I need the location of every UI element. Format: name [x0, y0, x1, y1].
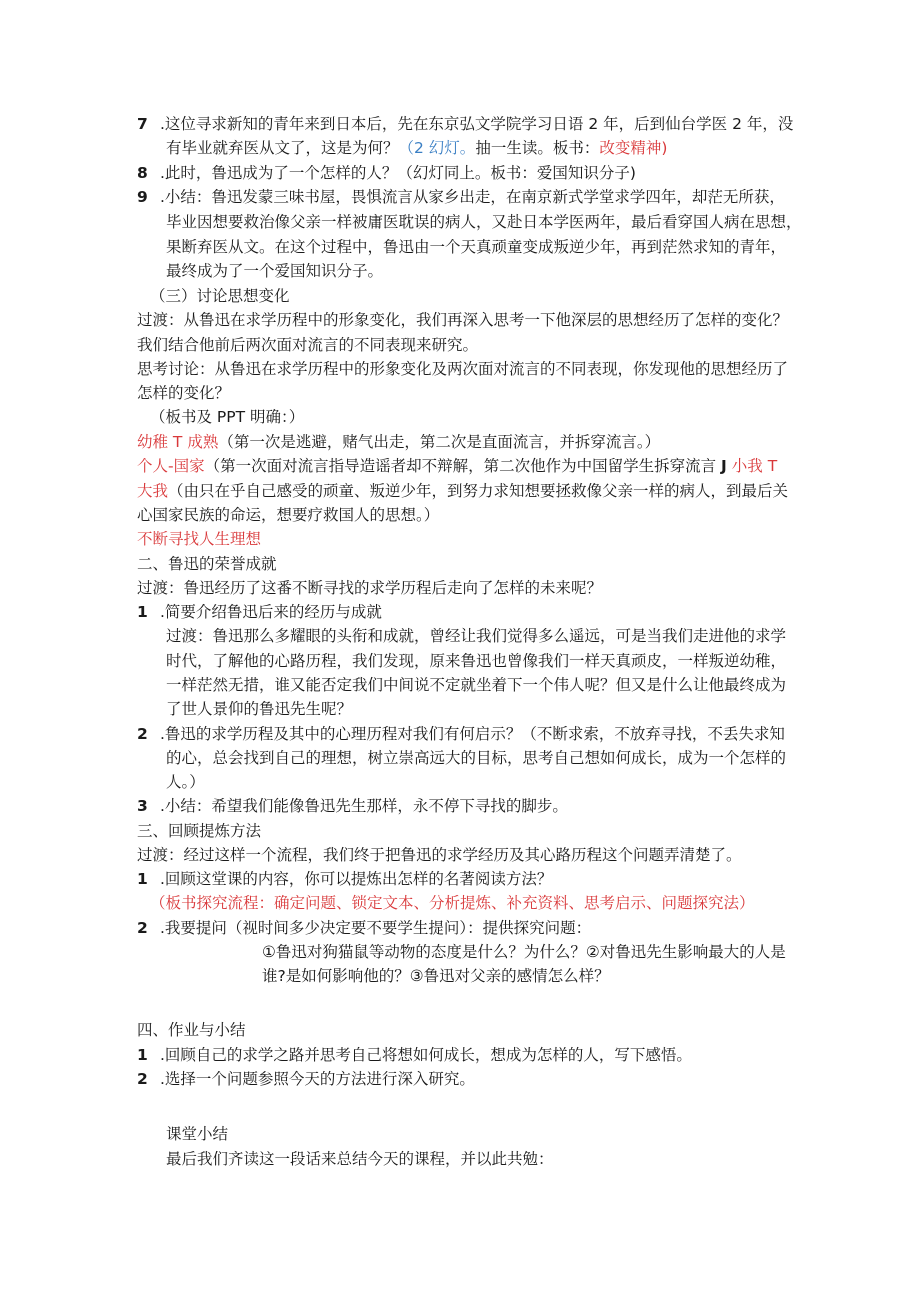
question-line-2: 谁?是如何影响他的？③鲁迅对父亲的感情怎么样？ — [262, 967, 610, 985]
part-4-item-2: .选择一个问题参照今天的方法进行深入研究。 — [160, 1070, 475, 1088]
conclusion-line-2 — [137, 454, 777, 478]
conclusion-mark: J — [721, 457, 727, 475]
part-2-item-2-line-3: 人。） — [166, 773, 205, 791]
keyword-life-ideal: 不断寻找人生理想 — [137, 530, 262, 548]
board-note: （板书及 PPT 明确：） — [150, 408, 305, 426]
part-2-item-1-para-4: 了世人景仰的鲁迅先生呢？ — [166, 700, 353, 718]
keyword-big-self: 大我 — [137, 482, 169, 500]
part-2-item-2-line-2: 的心，总会找到自己的理想，树立崇高远大的目标，思考自己想如何成长，成为一个怎样的 — [166, 749, 787, 767]
part-3-transition: 过渡：经过这样一个流程，我们终于把鲁迅的求学经历及其心路历程这个问题弄清楚了。 — [137, 846, 742, 864]
item-number: 2 — [137, 1070, 148, 1088]
item-number: 2 — [137, 725, 148, 743]
item-number: 1 — [137, 870, 148, 888]
item-number: 9 — [137, 188, 148, 206]
item-number: 7 — [137, 115, 148, 133]
item-9-line-4: 最终成为了一个爱国知识分子。 — [166, 262, 384, 280]
conclusion-text: （由只在乎自己感受的顽童、叛逆少年，到努力求知想要拯救像父亲一样的病人，到最后关 — [168, 482, 789, 500]
part-2-transition: 过渡：鲁迅经历了这番不断寻找的求学历程后走向了怎样的未来呢？ — [137, 579, 603, 597]
item-7-board-label: 抽一生读。板书： — [475, 139, 600, 157]
discussion-line-1: 思考讨论：从鲁迅在求学历程中的形象变化及两次面对流言的不同表现，你发现他的思想经历了 — [137, 360, 789, 378]
item-7-line-1: .这位寻求新知的青年来到日本后，先在东京弘文学院学习日语 2 年，后到仙台学医 2 年，没 — [160, 115, 794, 133]
item-number: 8 — [137, 164, 148, 182]
summary-title: 课堂小结 — [166, 1125, 229, 1143]
question-line-1: ①鲁迅对狗猫鼠等动物的态度是什么？为什么？②对鲁迅先生影响最大的人是 — [262, 943, 786, 961]
item-8-line-1: .此时，鲁迅成为了一个怎样的人？（幻灯同上。板书：爱国知识分子) — [160, 164, 636, 182]
item-7-question: 有毕业就弃医从文了，这是为何？ — [166, 139, 399, 157]
item-9-line-1: .小结：鲁迅发蒙三味书屋，畏惧流言从家乡出走，在南京新式学堂求学四年，却茫无所获， — [160, 188, 785, 206]
item-number: 1 — [137, 603, 148, 621]
part-2-item-1-para-1: 过渡：鲁迅那么多耀眼的头衔和成就，曾经让我们觉得多么遥远，可是当我们走进他的求学 — [166, 627, 787, 645]
conclusion-line-1 — [137, 430, 660, 454]
part-4-heading: 四、作业与小结 — [137, 1021, 246, 1039]
part-3-item-1: .回顾这堂课的内容，你可以提炼出怎样的名著阅读方法？ — [160, 870, 553, 888]
transition-line-2: 我们结合他前后两次面对流言的不同表现来研究。 — [137, 336, 479, 354]
keyword-maturity: 幼稚 T 成熟 — [137, 433, 219, 451]
part-2-item-3: .小结：希望我们能像鲁迅先生那样，永不停下寻找的脚步。 — [160, 797, 568, 815]
keyword-small-self: 小我 T — [731, 457, 778, 475]
discussion-line-2: 怎样的变化？ — [137, 384, 231, 402]
transition-line-1: 过渡：从鲁迅在求学历程中的形象变化，我们再深入思考一下他深层的思想经历了怎样的变化？ — [137, 311, 789, 329]
keyword-individual-nation: 个人-国家 — [137, 457, 205, 475]
item-7-line-2 — [166, 136, 667, 160]
section-heading: （三）讨论思想变化 — [150, 287, 290, 305]
item-number: 3 — [137, 797, 148, 815]
part-2-item-1: .简要介绍鲁迅后来的经历与成就 — [160, 603, 382, 621]
board-flow-note: （板书探究流程：确定问题、锁定文本、分析提炼、补充资料、思考启示、问题探究法） — [150, 894, 755, 912]
item-7-board-answer: 改变精神) — [599, 139, 668, 157]
part-2-item-1-para-3: 一样茫然无措，谁又能否定我们中间说不定就坐着下一个伟人呢？但又是什么让他最终成为 — [166, 676, 787, 694]
conclusion-text: （第一次面对流言指导造谣者却不辩解，第二次他作为中国留学生拆穿流言 — [204, 457, 717, 475]
conclusion-line-3 — [137, 479, 788, 503]
item-9-line-3: 果断弃医从文。在这个过程中，鲁迅由一个天真顽童变成叛逆少年，再到茫然求知的青年， — [166, 238, 787, 256]
part-4-item-1: .回顾自己的求学之路并思考自己将想如何成长，想成为怎样的人，写下感悟。 — [160, 1046, 692, 1064]
part-2-heading: 二、鲁迅的荣誉成就 — [137, 555, 277, 573]
item-7-slide-note: （2 幻灯。 — [398, 139, 476, 157]
item-number: 2 — [137, 919, 148, 937]
conclusion-text: （第一次是逃避，赌气出走，第二次是直面流言，并拆穿流言。） — [218, 433, 661, 451]
summary-text: 最后我们齐读这一段话来总结今天的课程，并以此共勉： — [166, 1150, 554, 1168]
item-number: 1 — [137, 1046, 148, 1064]
item-9-line-2: 毕业因想要救治像父亲一样被庸医耽误的病人，又赴日本学医两年，最后看穿国人病在思想， — [166, 213, 802, 231]
part-3-heading: 三、回顾提炼方法 — [137, 822, 262, 840]
part-2-item-1-para-2: 时代，了解他的心路历程，我们发现，原来鲁迅也曾像我们一样天真顽皮，一样叛逆幼稚， — [166, 652, 787, 670]
conclusion-line-4: 心国家民族的命运，想要疗救国人的思想。） — [137, 506, 440, 524]
part-2-item-2-line-1: .鲁迅的求学历程及其中的心理历程对我们有何启示？（不断求索，不放弃寻找，不丢失求知 — [160, 725, 785, 743]
part-3-item-2: .我要提问（视时间多少决定要不要学生提问）：提供探究问题： — [160, 919, 592, 937]
